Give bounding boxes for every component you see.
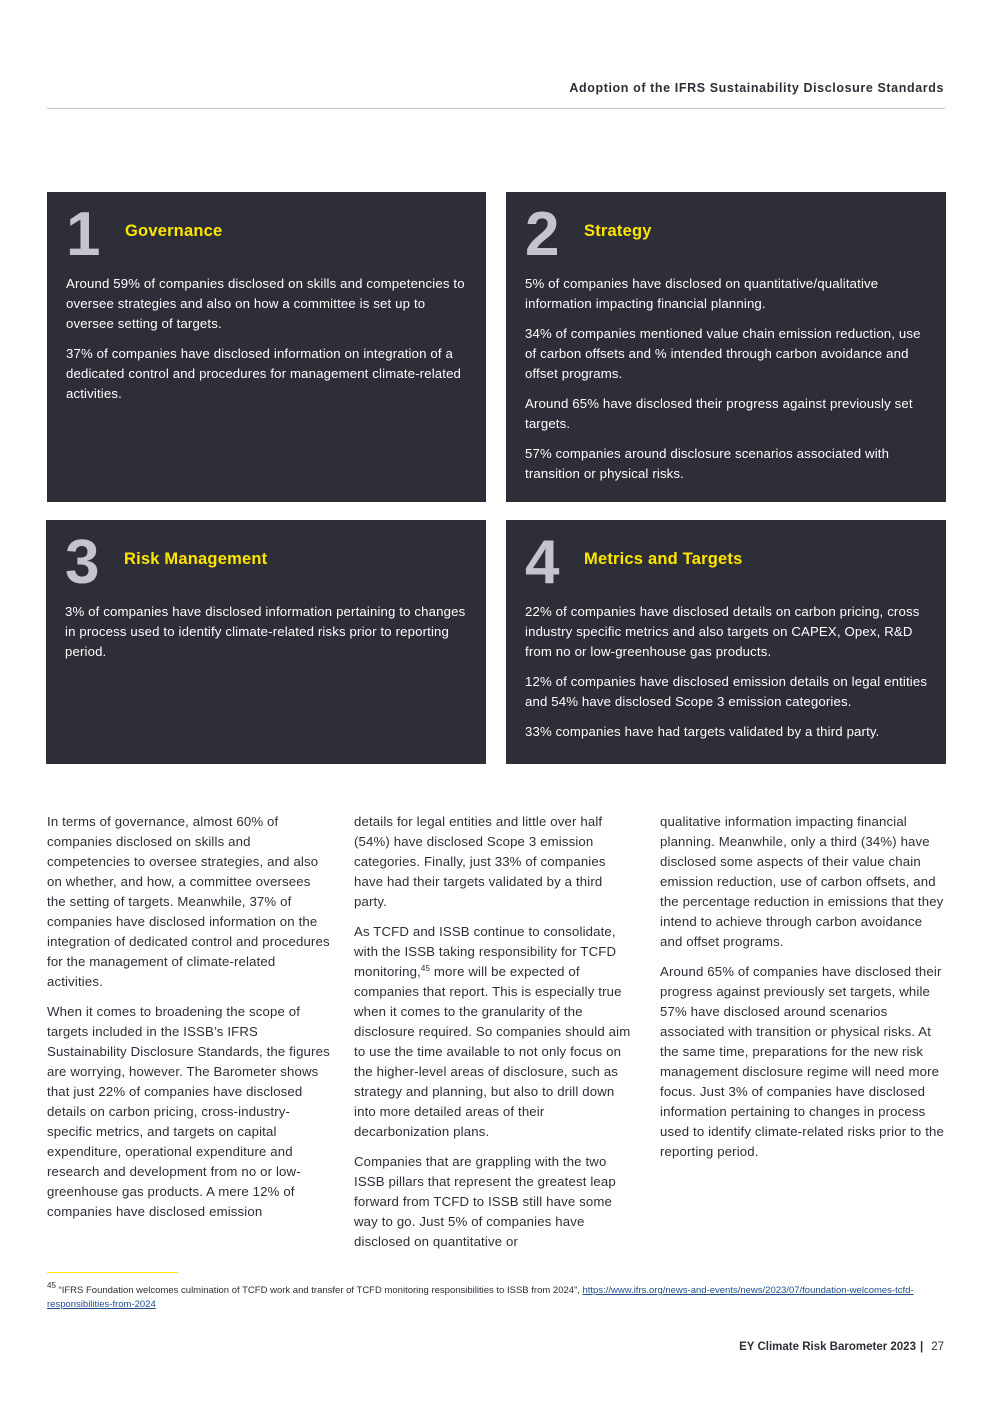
body-text: As TCFD and ISSB continue to consolidate, with the ISSB taking responsibility for TCFD monitoring, [354,924,617,979]
pillar-title: Metrics and Targets [584,550,743,568]
pillar-metrics-targets [506,520,946,764]
footnote [47,1281,947,1312]
page-footer [739,1341,944,1353]
footnote-divider [47,1272,178,1273]
pillar-number: 1 [66,200,101,269]
pillar-text: Around 65% have disclosed their progress against previously set targets. [525,396,913,431]
pillar-governance [47,192,486,502]
pillar-text: Around 59% of companies disclosed on skills and competencies to oversee strategies and also on how a committee is set up to oversee setting of targets. [66,276,465,331]
body-paragraph: Around 65% of companies have disclosed their progress against previously set targets, while 57% have disclosed around scenarios associated with transition or physical risks. At the same time, preparations for the new risk management disclosure regime will need more focus. Just 3% of companies have disclosed information pertaining to changes in process used to identify climate-related risks prior to the reporting period. [660,964,944,1159]
footnote-ref[interactable]: 45 [420,964,431,973]
header-divider [47,108,945,109]
pillar-risk-management [46,520,486,764]
footnote-link[interactable]: https://www.ifrs.org/news-and-events/news/2023/07/foundation-welcomes-tcfd-responsibilities-from-2024 [47,1285,914,1310]
pillar-title: Governance [125,222,223,240]
pillar-title: Risk Management [124,550,268,568]
pillar-text: 37% of companies have disclosed information on integration of a dedicated control and procedures for management climate-related activities. [66,346,462,401]
pillar-text: 57% companies around disclosure scenarios associated with transition or physical risks. [525,446,890,481]
header-title: Adoption of the IFRS Sustainability Disclosure Standards [569,81,944,95]
footnote-text: “IFRS Foundation welcomes culmination of TCFD work and transfer of TCFD monitoring responsibilities to ISSB from 2024”, [55,1285,583,1296]
body-paragraph: details for legal entities and little over half (54%) have disclosed Scope 3 emission categories. Finally, just 33% of companies have had their targets validated by a third party. [354,814,606,909]
pillar-text: 3% of companies have disclosed information pertaining to changes in process used to identify climate-related risks prior to reporting period. [65,604,466,659]
body-column-2 [354,812,638,1262]
footnote-number: 45 [47,1281,56,1290]
pillar-title: Strategy [584,222,652,240]
pillar-text: 12% of companies have disclosed emission details on legal entities and 54% have disclosed Scope 3 emission categories. [525,674,928,709]
body-paragraph: qualitative information impacting financial planning. Meanwhile, only a third (34%) have disclosed some aspects of their value chain emission reduction, use of carbon offsets, and the percentage reduction in emissions that they intend to achieve through carbon avoidance and offset programs. [660,814,944,949]
body-paragraph [354,922,638,1142]
pillar-text: 22% of companies have disclosed details on carbon pricing, cross industry specific metrics and also targets on CAPEX, Opex, R&D from no or low-greenhouse gas products. [525,604,920,659]
pillar-strategy [506,192,946,502]
body-paragraph: When it comes to broadening the scope of targets included in the ISSB’s IFRS Sustainability Disclosure Standards, the figures are worrying, however. The Barometer shows that just 22% of companies have disclosed details on carbon pricing, cross-industry-specific metrics, and targets on capital expenditure, operational expenditure and research and development from no or low-greenhouse gas products. A mere 12% of companies have disclosed emission [47,1004,330,1219]
body-text: more will be expected of companies that report. This is especially true when it comes to the granularity of the disclosure required. So companies should aim to use the time available to not only focus on the higher-level areas of disclosure, such as strategy and planning, but also to drill down into more detailed areas of their decarbonization plans. [354,964,631,1139]
body-column-3 [660,812,946,1172]
pillar-number: 3 [65,528,100,597]
pillar-text: 34% of companies mentioned value chain emission reduction, use of carbon offsets and % intended through carbon avoidance and offset programs. [525,326,921,381]
footer-separator: | [919,1341,924,1353]
body-paragraph: Companies that are grappling with the two ISSB pillars that represent the greatest leap forward from TCFD to ISSB still have some way to go. Just 5% of companies have disclosed on quantitative or [354,1154,616,1249]
pillar-number: 2 [525,200,560,269]
body-column-1 [47,812,332,1232]
page-number: 27 [931,1341,944,1353]
pillar-text: 5% of companies have disclosed on quantitative/qualitative information impacting financial planning. [525,276,879,311]
body-paragraph: In terms of governance, almost 60% of companies disclosed on skills and competencies to oversee strategies, and also on whether, and how, a committee oversees the setting of targets. Meanwhile, 37% of companies have disclosed information on the integration of dedicated control and procedures for the management of climate-related activities. [47,814,330,989]
pillar-number: 4 [525,528,560,597]
pillar-text: 33% companies have had targets validated by a third party. [525,724,880,739]
publication-title: EY Climate Risk Barometer 2023 [739,1341,916,1353]
